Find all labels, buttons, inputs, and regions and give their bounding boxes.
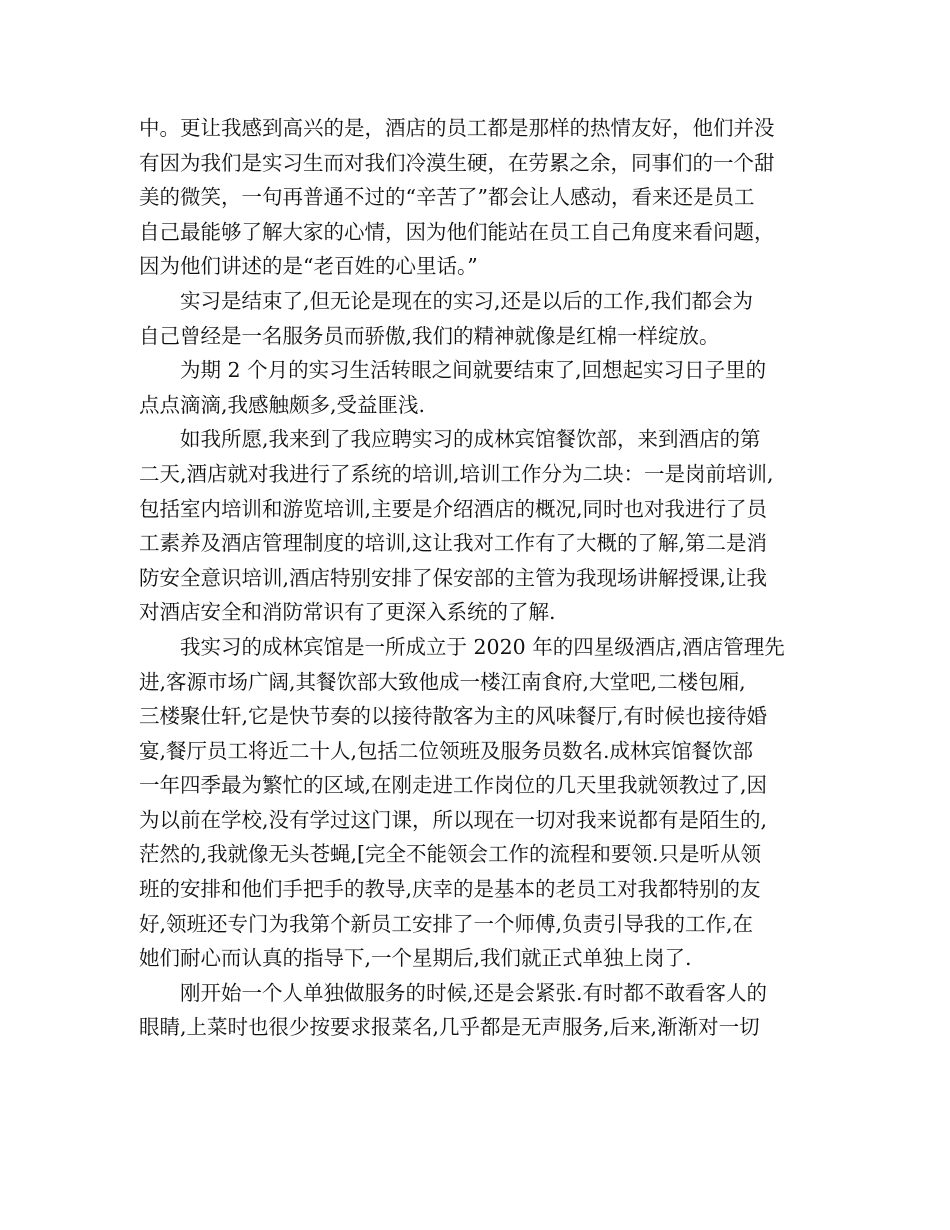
text-line: 茫然的,我就像无头苍蝇,[完全不能领会工作的流程和要领.只是听从领: [139, 842, 762, 867]
text-line: 进,客源市场广阔,其餐饮部大致他成一楼江南食府,大堂吧,二楼包厢,: [139, 669, 746, 694]
text-line: 对酒店安全和消防常识有了更深入系统的了解.: [139, 600, 556, 625]
text-line: 如我所愿,我来到了我应聘实习的成林宾馆餐饮部，来到酒店的第: [180, 427, 761, 452]
text-line: 二天,酒店就对我进行了系统的培训,培训工作分为二块：一是岗前培训,: [139, 461, 774, 486]
text-line: 包括室内培训和游览培训,主要是介绍酒店的概况,同时也对我进行了员: [139, 496, 768, 521]
text-line: 三楼聚仕轩,它是快节奏的以接待散客为主的风味餐厅,有时候也接待婚: [139, 704, 768, 729]
text-line: 中。更让我感到高兴的是，酒店的员工都是那样的热情友好，他们并没: [139, 116, 775, 140]
text-line: 点点滴滴,我感触颇多,受益匪浅.: [139, 392, 426, 417]
text-line: 工素养及酒店管理制度的培训,这让我对工作有了大概的了解,第二是消: [139, 531, 768, 556]
text-line: 班的安排和他们手把手的教导,庆幸的是基本的老员工对我都特别的友: [139, 877, 761, 902]
text-line: 防安全意识培训,酒店特别安排了保安部的主管为我现场讲解授课,让我: [139, 565, 768, 590]
text-line: 好,领班还专门为我第个新员工安排了一个师傅,负责引导我的工作,在: [139, 911, 754, 936]
text-line: 美的微笑，一句再普通不过的“辛苦了”都会让人感动，看来还是员工: [139, 185, 755, 210]
text-line: 宴,餐厅员工将近二十人,包括二位领班及服务员数名.成林宾馆餐饮部: [139, 738, 754, 763]
text-line: 为期 2 个月的实习生活转眼之间就要结束了,回想起实习日子里的: [180, 358, 767, 383]
text-line: 刚开始一个人单独做服务的时候,还是会紧张.有时都不敢看客人的: [180, 980, 768, 1005]
text-line: 因为他们讲述的是“老百姓的心里话。”: [139, 254, 478, 279]
text-line: 一年四季最为繁忙的区域,在刚走进工作岗位的几天里我就领教过了,因: [139, 773, 768, 798]
text-line: 有因为我们是实习生而对我们冷漠生硬，在劳累之余，同事们的一个甜: [139, 150, 775, 175]
document-page: [139, 111, 819, 1045]
text-line: 为以前在学校,没有学过这门课，所以现在一切对我来说都有是陌生的,: [139, 807, 768, 832]
text-line: 实习是结束了,但无论是现在的实习,还是以后的工作,我们都会为: [180, 288, 754, 313]
text-line: 她们耐心而认真的指导下,一个星期后,我们就正式单独上岗了.: [139, 946, 692, 971]
text-line: 眼睛,上菜时也很少按要求报菜名,几乎都是无声服务,后来,渐渐对一切: [139, 1015, 760, 1040]
text-line: 自己曾经是一名服务员而骄傲,我们的精神就像是红棉一样绽放。: [139, 323, 720, 348]
text-line: 自己最能够了解大家的心情，因为他们能站在员工自己角度来看问题，: [139, 219, 775, 244]
text-line: 我实习的成林宾馆是一所成立于 2020 年的四星级酒店,酒店管理先: [180, 634, 785, 659]
